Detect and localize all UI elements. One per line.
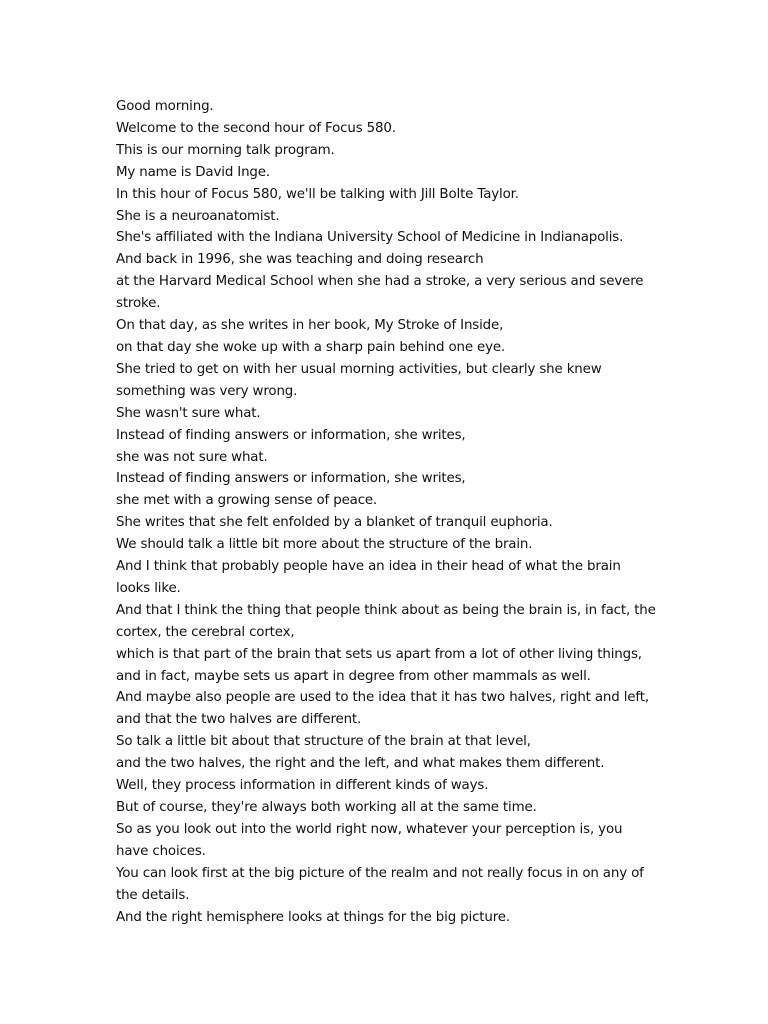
transcript-line: and the two halves, the right and the left, and what makes them different. <box>116 756 605 772</box>
transcript-line: and in fact, maybe sets us apart in degree from other mammals as well. <box>116 668 591 684</box>
transcript-line: And I think that probably people have an idea in their head of what the brain looks like. <box>116 559 621 596</box>
transcript-line: And maybe also people are used to the idea that it has two halves, right and left, <box>116 690 649 706</box>
transcript-line: She wasn't sure what. <box>116 405 261 421</box>
transcript-line: You can look first at the big picture of the realm and not really focus in on any of the details. <box>116 865 644 903</box>
transcript-line: which is that part of the brain that sets us apart from a lot of other living things, <box>116 646 642 662</box>
transcript-line: And the right hemisphere looks at things for the big picture. <box>116 909 510 925</box>
transcript-line: and that the two halves are different. <box>116 712 362 728</box>
transcript-line: We should talk a little bit more about the structure of the brain. <box>116 537 533 553</box>
transcript-line: she was not sure what. <box>116 449 268 465</box>
transcript-line: This is our morning talk program. <box>116 142 335 158</box>
transcript-line: But of course, they're always both working all at the same time. <box>116 800 537 815</box>
transcript-line: Good morning. <box>116 99 214 114</box>
transcript-line: So as you look out into the world right now, whatever your perception is, you have choices. <box>116 821 623 859</box>
transcript-line: So talk a little bit about that structure of the brain at that level, <box>116 734 531 750</box>
transcript-line: And back in 1996, she was teaching and doing research <box>116 252 484 268</box>
transcript-line: She's affiliated with the Indiana University School of Medicine in Indianapolis. <box>116 230 624 246</box>
transcript-line: Welcome to the second hour of Focus 580. <box>116 120 396 136</box>
transcript-line: On that day, as she writes in her book, My Stroke of Inside, <box>116 318 504 334</box>
transcript-line: at the Harvard Medical School when she had a stroke, a very serious and severe stroke. <box>116 274 644 312</box>
transcript-line: She writes that she felt enfolded by a blanket of tranquil euphoria. <box>116 515 553 531</box>
transcript-line: My name is David Inge. <box>116 164 270 180</box>
transcript-line: Well, they process information in different kinds of ways. <box>116 778 489 794</box>
transcript-line: She is a neuroanatomist. <box>116 208 280 224</box>
transcript-line: she met with a growing sense of peace. <box>116 493 378 509</box>
transcript-line: Instead of finding answers or information, she writes, <box>116 471 466 487</box>
transcript-line: In this hour of Focus 580, we'll be talking with Jill Bolte Taylor. <box>116 186 519 202</box>
transcript-line: And that I think the thing that people think about as being the brain is, in fact, the cortex, the cerebral cortex, <box>116 602 656 640</box>
transcript-line: on that day she woke up with a sharp pain behind one eye. <box>116 339 506 355</box>
transcript-line: Instead of finding answers or information, she writes, <box>116 427 466 443</box>
transcript-line: She tried to get on with her usual morning activities, but clearly she knew something was very wrong. <box>116 361 602 399</box>
transcript-text <box>116 96 656 928</box>
